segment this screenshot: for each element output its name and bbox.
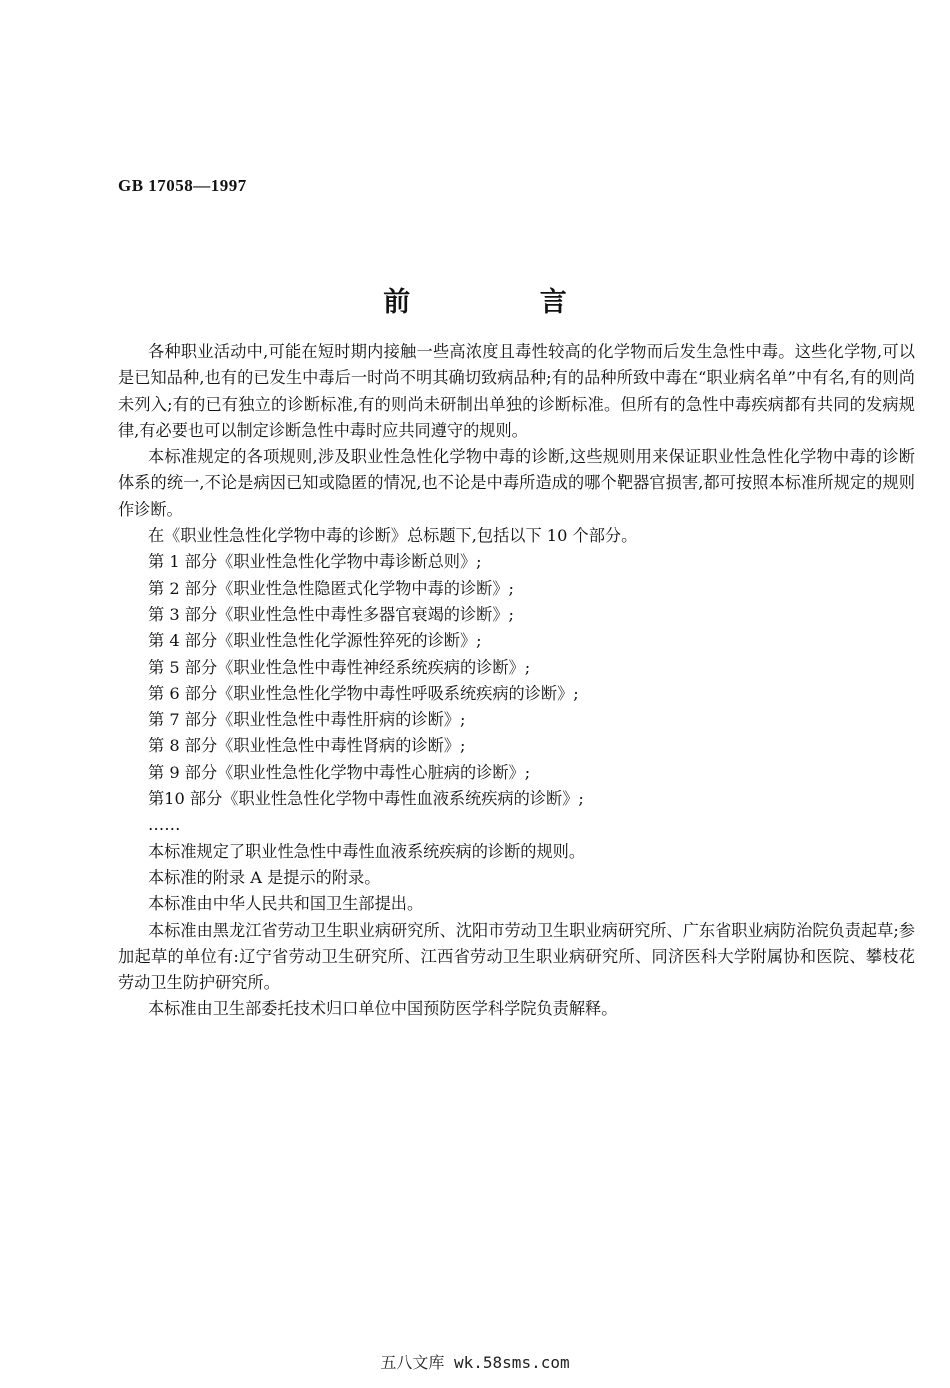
list-item: 第 5 部分《职业性急性中毒性神经系统疾病的诊断》; [148, 657, 531, 677]
footer-watermark: 五八文库 wk.58sms.com [380, 1353, 570, 1372]
list-item: 第 8 部分《职业性急性中毒性肾病的诊断》; [148, 736, 466, 756]
standard-code: GB 17058—1997 [118, 176, 247, 195]
list-item: 第 6 部分《职业性急性化学物中毒性呼吸系统疾病的诊断》; [148, 683, 579, 703]
list-item: 第 7 部分《职业性急性中毒性肝病的诊断》; [148, 710, 466, 730]
list-item: 第 1 部分《职业性急性化学物中毒诊断总则》; [148, 552, 482, 572]
list-item: 第 3 部分《职业性急性中毒性多器官衰竭的诊断》; [148, 604, 514, 624]
paragraph-3: 在《职业性急性化学物中毒的诊断》总标题下,包括以下 10 个部分。 [148, 526, 638, 546]
list-item: 第10 部分《职业性急性化学物中毒性血液系统疾病的诊断》; [148, 789, 584, 809]
list-item-ellipsis: …… [148, 815, 181, 835]
paragraph-4: 本标准规定了职业性急性中毒性血液系统疾病的诊断的规则。 [148, 841, 586, 861]
paragraph-8: 本标准由卫生部委托技术归口单位中国预防医学科学院负责解释。 [148, 999, 618, 1019]
page-title: 前 言 [383, 287, 627, 318]
list-item: 第 2 部分《职业性急性隐匿式化学物中毒的诊断》; [148, 578, 514, 598]
paragraph-1: 各种职业活动中,可能在短时期内接触一些高浓度且毒性较高的化学物而后发生急性中毒。这些化学物,可以是已知品种,也有的已发生中毒后一时尚不明其确切致病品种;有的品种所致中毒在“职业病名单”中有名,有的则尚未列入;有的已有独立的诊断标准,有的则尚未研制出单独的诊断标准。但所有的急性中毒疾病都有共同的发病规律,有必要也可以制定诊断急性中毒时应共同遵守的规则。 [118, 342, 915, 440]
parts-list [118, 549, 915, 838]
paragraph-7: 本标准由黑龙江省劳动卫生职业病研究所、沈阳市劳动卫生职业病研究所、广东省职业病防治院负责起草;参加起草的单位有:辽宁省劳动卫生研究所、江西省劳动卫生职业病研究所、同济医科大学附属协和医院、攀枝花劳动卫生防护研究所。 [118, 920, 915, 993]
paragraph-5: 本标准的附录 A 是提示的附录。 [148, 867, 381, 887]
list-item: 第 9 部分《职业性急性化学物中毒性心脏病的诊断》; [148, 762, 531, 782]
paragraph-6: 本标准由中华人民共和国卫生部提出。 [148, 894, 424, 914]
document-body [118, 339, 915, 1023]
list-item: 第 4 部分《职业性急性化学源性猝死的诊断》; [148, 631, 482, 651]
paragraph-2: 本标准规定的各项规则,涉及职业性急性化学物中毒的诊断,这些规则用来保证职业性急性化学物中毒的诊断体系的统一,不论是病因已知或隐匿的情况,也不论是中毒所造成的哪个靶器官损害,都可按照本标准所规定的规则作诊断。 [118, 447, 915, 519]
